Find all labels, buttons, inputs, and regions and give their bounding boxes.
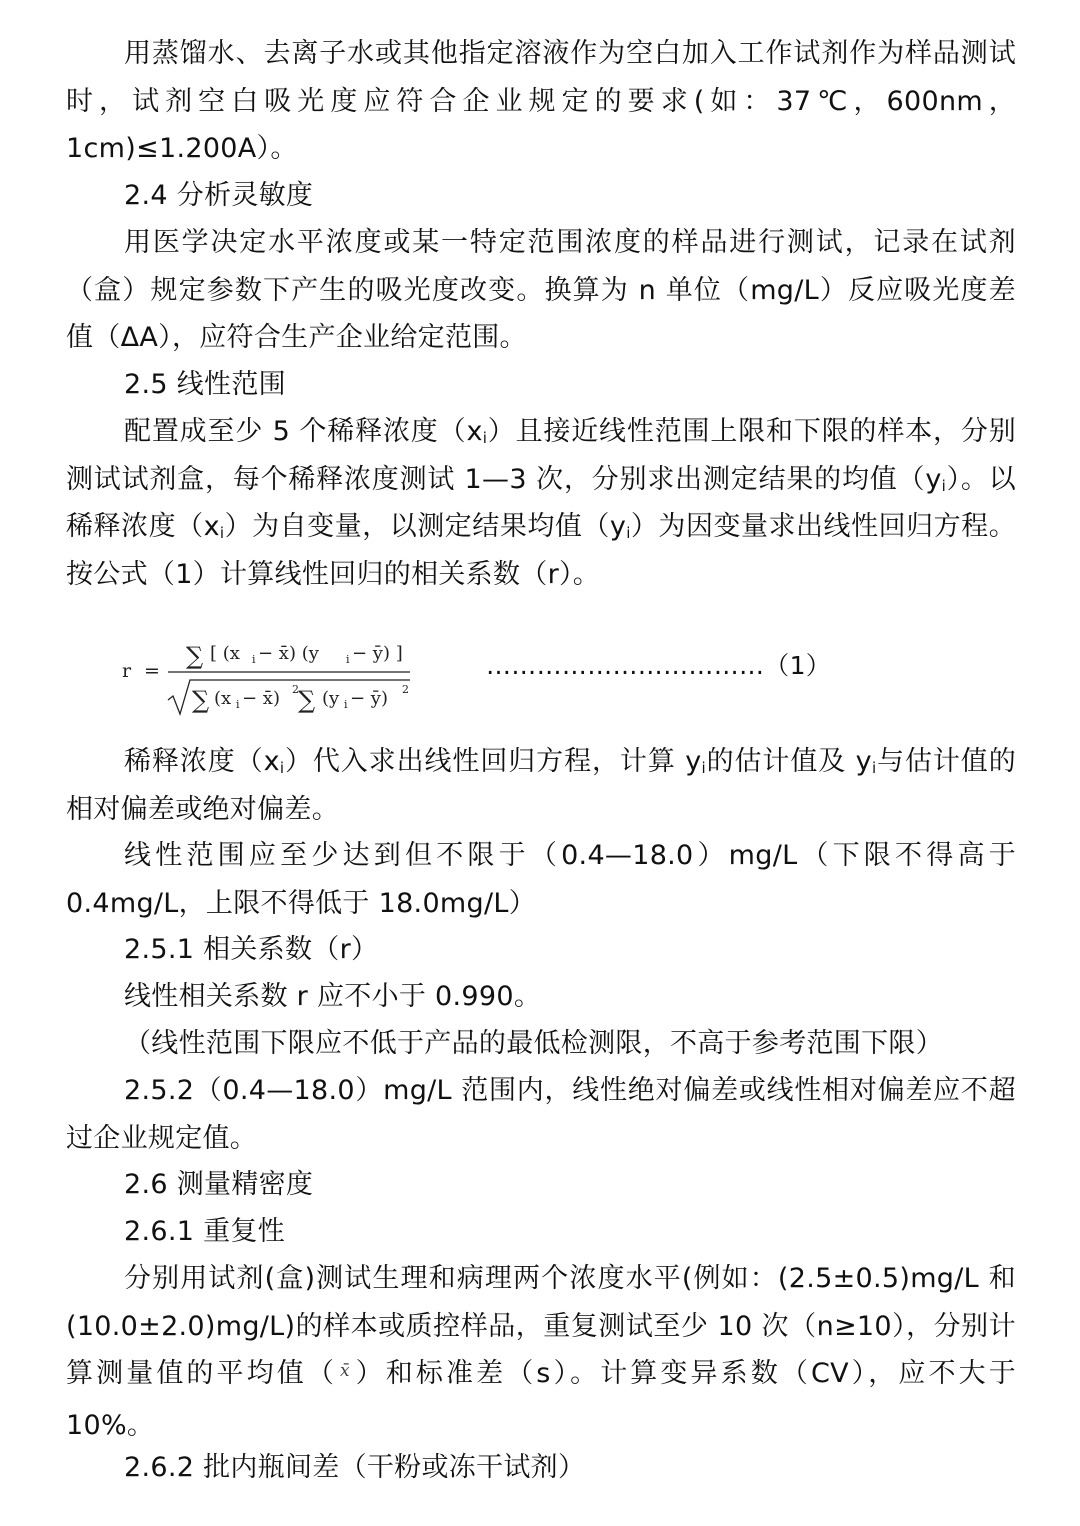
formula-den-c: (y (322, 688, 340, 709)
paragraph-estimate: 稀释浓度$(x_i)$代入求出线性回归方程，计算 $y_i$的估计值及 $y_i$与估计值的相对偏差或绝对偏差。 (66, 746, 1016, 825)
formula-den-d: − ȳ) (350, 688, 388, 709)
formula-sum-numerator: ∑ (186, 642, 204, 670)
paragraph-correlation-requirement: 线性相关系数 r 应不小于 0.990。 (124, 981, 542, 1012)
svg-text:2: 2 (402, 683, 409, 696)
formula-sum-denominator-2: ∑ (298, 686, 316, 714)
formula-den-a: (x (214, 688, 232, 709)
heading-2-6: 2.6 测量精密度 (124, 1169, 314, 1200)
formula-numerator-a: [ (x (210, 643, 240, 664)
paragraph-2-5-2: 2.5.2（0.4—18.0）mg/L 范围内，线性绝对偏差或线性相对偏差应不超过企业规定值。 (66, 1075, 1016, 1154)
paragraph-linearity: 配置成至少 5 个稀释浓度$(x_i)$且接近线性范围上限和下限的样本，分别测试试剂盒，每个稀释浓度测试 1—3 次，分别求出测定结果的均值$(y_i)$。以稀释浓度$(x_i)$为自变量，以测定结果均值$(y_i)$为因变量求出线性回归方程。按公式（1）计算线性回归的相关系数（r）。 (66, 416, 1017, 590)
mean-symbol: x̄ (339, 1361, 350, 1381)
heading-2-5-1: 2.5.1 相关系数（r） (124, 934, 379, 965)
formula-lhs: r (122, 660, 132, 682)
heading-2-6-1: 2.6.1 重复性 (124, 1216, 285, 1247)
formula-den-b: − x̄) (242, 688, 280, 709)
svg-text:i: i (344, 698, 348, 711)
equation-number: ……………………………（1） (486, 651, 832, 680)
svg-text:i: i (236, 698, 240, 711)
paragraph-linear-range: 线性范围应至少达到但不限于（0.4—18.0）mg/L（下限不得高于 0.4mg/L，上限不得低于 18.0mg/L） (66, 840, 1016, 919)
paragraph-sensitivity: 用医学决定水平浓度或某一特定范围浓度的样品进行测试，记录在试剂（盒）规定参数下产生的吸光度改变。换算为 n 单位（mg/L）反应吸光度差值（ΔA），应符合生产企业给定范围。 (66, 227, 1016, 353)
heading-2-5: 2.5 线性范围 (124, 369, 286, 400)
svg-text:2: 2 (292, 683, 299, 696)
paragraph-reagent-blank: 用蒸馏水、去离子水或其他指定溶液作为空白加入工作试剂作为样品测试时，试剂空白吸光度应符合企业规定的要求(如：37℃，600nm，1cm)≤1.200A）。 (66, 38, 1016, 164)
formula-equals: = (144, 660, 160, 682)
heading-2-4: 2.4 分析灵敏度 (124, 180, 314, 211)
formula-numerator-b: − x̄) (y (258, 643, 319, 664)
svg-text:i: i (346, 653, 350, 666)
formula-numerator-c: − ȳ) ] (352, 643, 403, 664)
paragraph-repeatability: 分别用试剂(盒)测试生理和病理两个浓度水平(例如：(2.5±0.5)mg/L 和(10.0±2.0)mg/L)的样本或质控样品，重复测试至少 10 次（n≥10），分别计算测量值的平均值（ $^{x̄}$ ）和标准差（s）。计算变异系数（CV），应不大于 10%。 (66, 1263, 1017, 1441)
heading-2-6-2: 2.6.2 批内瓶间差（干粉或冻干试剂） (124, 1452, 586, 1483)
formula-sum-denominator-1: ∑ (192, 686, 210, 714)
paragraph-range-note: （线性范围下限应不低于产品的最低检测限，不高于参考范围下限） (124, 1028, 943, 1059)
svg-text:i: i (252, 653, 256, 666)
